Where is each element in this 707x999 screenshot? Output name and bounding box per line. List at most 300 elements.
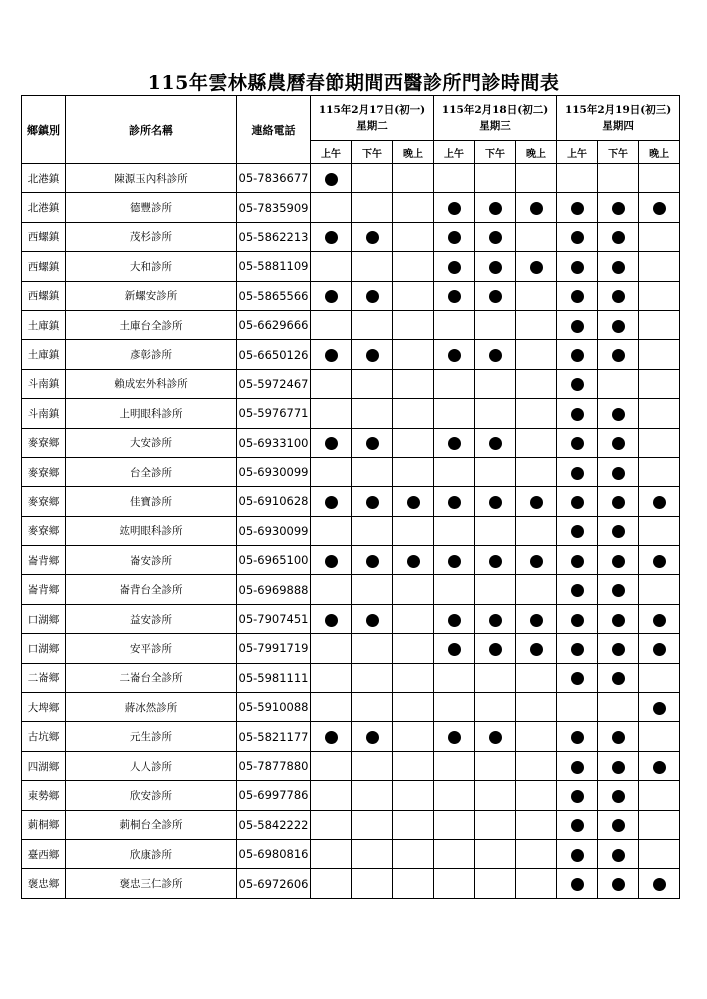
open-dot-icon [407,555,420,568]
phone-cell: 05-5881109 [237,252,311,281]
day-1-evening-cell [393,663,434,692]
open-dot-icon [325,231,338,244]
day-2-morning-cell [434,516,475,545]
clinic-name-cell: 褒忠三仁診所 [66,869,237,898]
open-dot-icon [489,555,502,568]
phone-cell: 05-6972606 [237,869,311,898]
day-3-evening-cell [639,222,680,251]
open-dot-icon [325,496,338,509]
clinic-name-cell: 大和診所 [66,252,237,281]
open-dot-icon [448,349,461,362]
table-row [22,693,680,722]
day-1-afternoon-cell [352,634,393,663]
open-dot-icon [571,349,584,362]
open-dot-icon [571,231,584,244]
day-3-evening-cell [639,604,680,633]
day-2-afternoon-cell [475,869,516,898]
clinic-name-cell: 安平診所 [66,634,237,663]
clinic-name-cell: 賴成宏外科診所 [66,369,237,398]
day-3-evening-cell [639,193,680,222]
phone-cell: 05-6629666 [237,310,311,339]
open-dot-icon [653,614,666,627]
day-1-evening-cell [393,193,434,222]
day-2-evening-cell [516,516,557,545]
day-3-morning-cell [557,781,598,810]
day-1-evening-cell [393,839,434,868]
town-cell: 口湖鄉 [22,634,66,663]
day-1-evening-cell [393,164,434,193]
day-2-afternoon-cell [475,516,516,545]
town-cell: 西螺鎮 [22,252,66,281]
table-row [22,457,680,486]
day-3-afternoon-cell [598,751,639,780]
day-1-afternoon-cell [352,164,393,193]
day-3-morning-cell [557,222,598,251]
day-2-morning-cell [434,693,475,722]
table-row [22,164,680,193]
day-2-morning-cell [434,546,475,575]
day-3-evening-cell [639,428,680,457]
day-3-evening-cell [639,634,680,663]
open-dot-icon [612,731,625,744]
open-dot-icon [530,261,543,274]
open-dot-icon [571,378,584,391]
day-3-evening-cell [639,457,680,486]
day-3-afternoon-cell [598,252,639,281]
day-2-afternoon-cell [475,634,516,663]
clinic-rows [22,164,680,899]
day-3-evening-cell [639,693,680,722]
open-dot-icon [448,496,461,509]
open-dot-icon [448,231,461,244]
slot-evening-header: 晚上 [639,141,680,164]
day-2-evening-cell [516,457,557,486]
open-dot-icon [571,525,584,538]
phone-cell: 05-5821177 [237,722,311,751]
open-dot-icon [489,349,502,362]
day-1-afternoon-cell [352,693,393,722]
day-2-afternoon-cell [475,722,516,751]
day-3-morning-cell [557,604,598,633]
day-3-afternoon-cell [598,604,639,633]
clinic-name-cell: 竑明眼科診所 [66,516,237,545]
town-cell: 口湖鄉 [22,604,66,633]
day-1-morning-cell [311,399,352,428]
open-dot-icon [489,202,502,215]
clinic-name-cell: 崙安診所 [66,546,237,575]
phone-cell: 05-6930099 [237,516,311,545]
town-cell: 崙背鄉 [22,546,66,575]
day-1-morning-cell [311,281,352,310]
header-day-1 [311,96,434,141]
phone-cell: 05-6910628 [237,487,311,516]
open-dot-icon [612,290,625,303]
day-1-afternoon-cell [352,810,393,839]
day-2-morning-cell [434,252,475,281]
day-3-evening-cell [639,310,680,339]
open-dot-icon [325,555,338,568]
day-2-date: 115年2月18日(初二) [441,104,549,116]
day-1-afternoon-cell [352,575,393,604]
day-3-evening-cell [639,340,680,369]
day-2-afternoon-cell [475,810,516,839]
day-2-afternoon-cell [475,310,516,339]
day-1-evening-cell [393,604,434,633]
open-dot-icon [489,614,502,627]
table-row [22,546,680,575]
town-cell: 古坑鄉 [22,722,66,751]
day-1-afternoon-cell [352,340,393,369]
open-dot-icon [489,496,502,509]
day-1-afternoon-cell [352,222,393,251]
clinic-name-cell: 彥彰診所 [66,340,237,369]
town-cell: 崙背鄉 [22,575,66,604]
day-3-evening-cell [639,810,680,839]
day-2-evening-cell [516,487,557,516]
open-dot-icon [571,320,584,333]
phone-cell: 05-5972467 [237,369,311,398]
day-3-evening-cell [639,252,680,281]
phone-cell: 05-7907451 [237,604,311,633]
open-dot-icon [366,231,379,244]
page-title: 115年雲林縣農曆春節期間西醫診所門診時間表 [147,72,560,94]
open-dot-icon [653,878,666,891]
table-row [22,252,680,281]
day-3-morning-cell [557,839,598,868]
header-day-3 [557,96,680,141]
open-dot-icon [571,261,584,274]
slot-evening-header: 晚上 [516,141,557,164]
day-1-evening-cell [393,516,434,545]
day-2-evening-cell [516,399,557,428]
day-2-morning-cell [434,663,475,692]
day-3-weekday: 星期四 [602,120,634,132]
day-2-evening-cell [516,193,557,222]
clinic-name-cell: 二崙台全診所 [66,663,237,692]
clinic-name-cell: 茂杉診所 [66,222,237,251]
slot-morning-header: 上午 [311,141,352,164]
phone-cell: 05-5862213 [237,222,311,251]
open-dot-icon [448,202,461,215]
day-1-morning-cell [311,781,352,810]
day-1-morning-cell [311,575,352,604]
day-3-afternoon-cell [598,634,639,663]
open-dot-icon [612,231,625,244]
day-2-morning-cell [434,487,475,516]
slot-evening-header: 晚上 [393,141,434,164]
day-2-morning-cell [434,634,475,663]
day-1-afternoon-cell [352,487,393,516]
table-row [22,516,680,545]
day-3-morning-cell [557,487,598,516]
day-1-afternoon-cell [352,516,393,545]
day-2-morning-cell [434,575,475,604]
table-row [22,399,680,428]
day-3-afternoon-cell [598,663,639,692]
day-2-afternoon-cell [475,839,516,868]
header-town: 鄉鎮別 [22,96,66,164]
day-2-morning-cell [434,839,475,868]
open-dot-icon [366,614,379,627]
open-dot-icon [489,290,502,303]
phone-cell: 05-7877880 [237,751,311,780]
phone-cell: 05-7836677 [237,164,311,193]
clinic-name-cell: 崙背台全診所 [66,575,237,604]
day-2-morning-cell [434,810,475,839]
phone-cell: 05-6969888 [237,575,311,604]
day-3-afternoon-cell [598,546,639,575]
phone-cell: 05-6965100 [237,546,311,575]
day-3-morning-cell [557,252,598,281]
day-2-afternoon-cell [475,428,516,457]
day-3-morning-cell [557,546,598,575]
open-dot-icon [571,672,584,685]
day-1-evening-cell [393,310,434,339]
open-dot-icon [571,290,584,303]
day-2-morning-cell [434,164,475,193]
day-3-evening-cell [639,281,680,310]
open-dot-icon [571,408,584,421]
day-3-afternoon-cell [598,575,639,604]
day-3-afternoon-cell [598,781,639,810]
clinic-name-cell: 佳寶診所 [66,487,237,516]
day-1-morning-cell [311,340,352,369]
open-dot-icon [612,672,625,685]
open-dot-icon [653,761,666,774]
day-2-evening-cell [516,781,557,810]
day-2-afternoon-cell [475,546,516,575]
day-1-date: 115年2月17日(初一) [318,104,426,116]
open-dot-icon [612,320,625,333]
clinic-name-cell: 人人診所 [66,751,237,780]
day-1-afternoon-cell [352,869,393,898]
day-2-afternoon-cell [475,457,516,486]
day-2-morning-cell [434,310,475,339]
day-3-morning-cell [557,399,598,428]
day-1-morning-cell [311,634,352,663]
day-2-morning-cell [434,781,475,810]
slot-afternoon-header: 下午 [598,141,639,164]
day-1-morning-cell [311,604,352,633]
slot-morning-header: 上午 [434,141,475,164]
open-dot-icon [571,614,584,627]
open-dot-icon [530,496,543,509]
day-2-morning-cell [434,604,475,633]
day-1-morning-cell [311,164,352,193]
day-2-afternoon-cell [475,693,516,722]
day-3-afternoon-cell [598,869,639,898]
day-3-evening-cell [639,575,680,604]
day-3-afternoon-cell [598,310,639,339]
open-dot-icon [612,584,625,597]
open-dot-icon [366,555,379,568]
town-cell: 麥寮鄉 [22,428,66,457]
open-dot-icon [571,202,584,215]
day-1-evening-cell [393,487,434,516]
day-1-afternoon-cell [352,839,393,868]
table-row [22,428,680,457]
day-3-afternoon-cell [598,399,639,428]
open-dot-icon [612,261,625,274]
day-1-evening-cell [393,369,434,398]
open-dot-icon [530,202,543,215]
open-dot-icon [571,790,584,803]
phone-cell: 05-5865566 [237,281,311,310]
day-1-evening-cell [393,222,434,251]
day-2-evening-cell [516,722,557,751]
day-2-afternoon-cell [475,281,516,310]
phone-cell: 05-5842222 [237,810,311,839]
day-2-afternoon-cell [475,487,516,516]
phone-cell: 05-6650126 [237,340,311,369]
clinic-name-cell: 陳源玉內科診所 [66,164,237,193]
day-1-afternoon-cell [352,193,393,222]
day-1-morning-cell [311,869,352,898]
day-3-morning-cell [557,693,598,722]
town-cell: 斗南鎮 [22,399,66,428]
clinic-name-cell: 德豐診所 [66,193,237,222]
open-dot-icon [448,290,461,303]
phone-cell: 05-6997786 [237,781,311,810]
open-dot-icon [612,437,625,450]
day-1-morning-cell [311,751,352,780]
town-cell: 莿桐鄉 [22,810,66,839]
table-row [22,839,680,868]
day-3-morning-cell [557,164,598,193]
open-dot-icon [571,731,584,744]
day-2-evening-cell [516,252,557,281]
day-3-afternoon-cell [598,693,639,722]
day-3-morning-cell [557,575,598,604]
day-1-afternoon-cell [352,369,393,398]
open-dot-icon [325,290,338,303]
open-dot-icon [448,261,461,274]
table-row [22,487,680,516]
day-2-afternoon-cell [475,340,516,369]
table-row [22,222,680,251]
phone-cell: 05-7835909 [237,193,311,222]
day-3-afternoon-cell [598,340,639,369]
open-dot-icon [325,614,338,627]
clinic-name-cell: 蔣冰然診所 [66,693,237,722]
open-dot-icon [612,202,625,215]
open-dot-icon [612,349,625,362]
town-cell: 二崙鄉 [22,663,66,692]
table-row [22,193,680,222]
open-dot-icon [653,496,666,509]
day-1-evening-cell [393,340,434,369]
day-1-afternoon-cell [352,604,393,633]
open-dot-icon [612,849,625,862]
day-2-afternoon-cell [475,663,516,692]
day-2-morning-cell [434,722,475,751]
day-3-morning-cell [557,810,598,839]
clinic-name-cell: 欣康診所 [66,839,237,868]
slot-afternoon-header: 下午 [352,141,393,164]
town-cell: 四湖鄉 [22,751,66,780]
day-2-morning-cell [434,281,475,310]
day-2-evening-cell [516,310,557,339]
day-1-evening-cell [393,810,434,839]
clinic-name-cell: 新螺安診所 [66,281,237,310]
table-row [22,869,680,898]
day-3-morning-cell [557,310,598,339]
open-dot-icon [489,231,502,244]
day-3-morning-cell [557,193,598,222]
open-dot-icon [366,496,379,509]
open-dot-icon [612,643,625,656]
day-2-evening-cell [516,663,557,692]
day-2-afternoon-cell [475,751,516,780]
phone-cell: 05-5910088 [237,693,311,722]
day-1-afternoon-cell [352,781,393,810]
day-2-evening-cell [516,839,557,868]
day-3-morning-cell [557,428,598,457]
day-3-evening-cell [639,369,680,398]
open-dot-icon [366,731,379,744]
day-1-afternoon-cell [352,428,393,457]
day-2-evening-cell [516,369,557,398]
clinic-name-cell: 大安診所 [66,428,237,457]
day-3-morning-cell [557,516,598,545]
open-dot-icon [448,555,461,568]
day-1-morning-cell [311,428,352,457]
day-3-morning-cell [557,751,598,780]
day-3-evening-cell [639,546,680,575]
town-cell: 西螺鎮 [22,222,66,251]
open-dot-icon [366,290,379,303]
day-2-afternoon-cell [475,399,516,428]
day-3-evening-cell [639,663,680,692]
phone-cell: 05-6933100 [237,428,311,457]
day-2-afternoon-cell [475,252,516,281]
day-3-date: 115年2月19日(初三) [564,104,672,116]
town-cell: 大埤鄉 [22,693,66,722]
clinic-name-cell: 元生診所 [66,722,237,751]
day-1-morning-cell [311,839,352,868]
day-1-afternoon-cell [352,399,393,428]
open-dot-icon [612,555,625,568]
day-3-afternoon-cell [598,369,639,398]
day-1-evening-cell [393,722,434,751]
day-3-afternoon-cell [598,281,639,310]
day-3-afternoon-cell [598,222,639,251]
day-2-afternoon-cell [475,369,516,398]
open-dot-icon [530,614,543,627]
open-dot-icon [571,819,584,832]
table-row [22,634,680,663]
open-dot-icon [653,555,666,568]
open-dot-icon [612,467,625,480]
open-dot-icon [571,643,584,656]
open-dot-icon [489,643,502,656]
clinic-schedule-table [21,95,680,899]
day-1-evening-cell [393,546,434,575]
day-2-morning-cell [434,369,475,398]
day-1-morning-cell [311,310,352,339]
day-1-weekday: 星期二 [356,120,388,132]
town-cell: 東勢鄉 [22,781,66,810]
day-1-evening-cell [393,869,434,898]
day-2-evening-cell [516,869,557,898]
slot-morning-header: 上午 [557,141,598,164]
open-dot-icon [366,349,379,362]
phone-cell: 05-6980816 [237,839,311,868]
day-2-morning-cell [434,340,475,369]
open-dot-icon [530,555,543,568]
day-1-evening-cell [393,751,434,780]
day-1-evening-cell [393,457,434,486]
